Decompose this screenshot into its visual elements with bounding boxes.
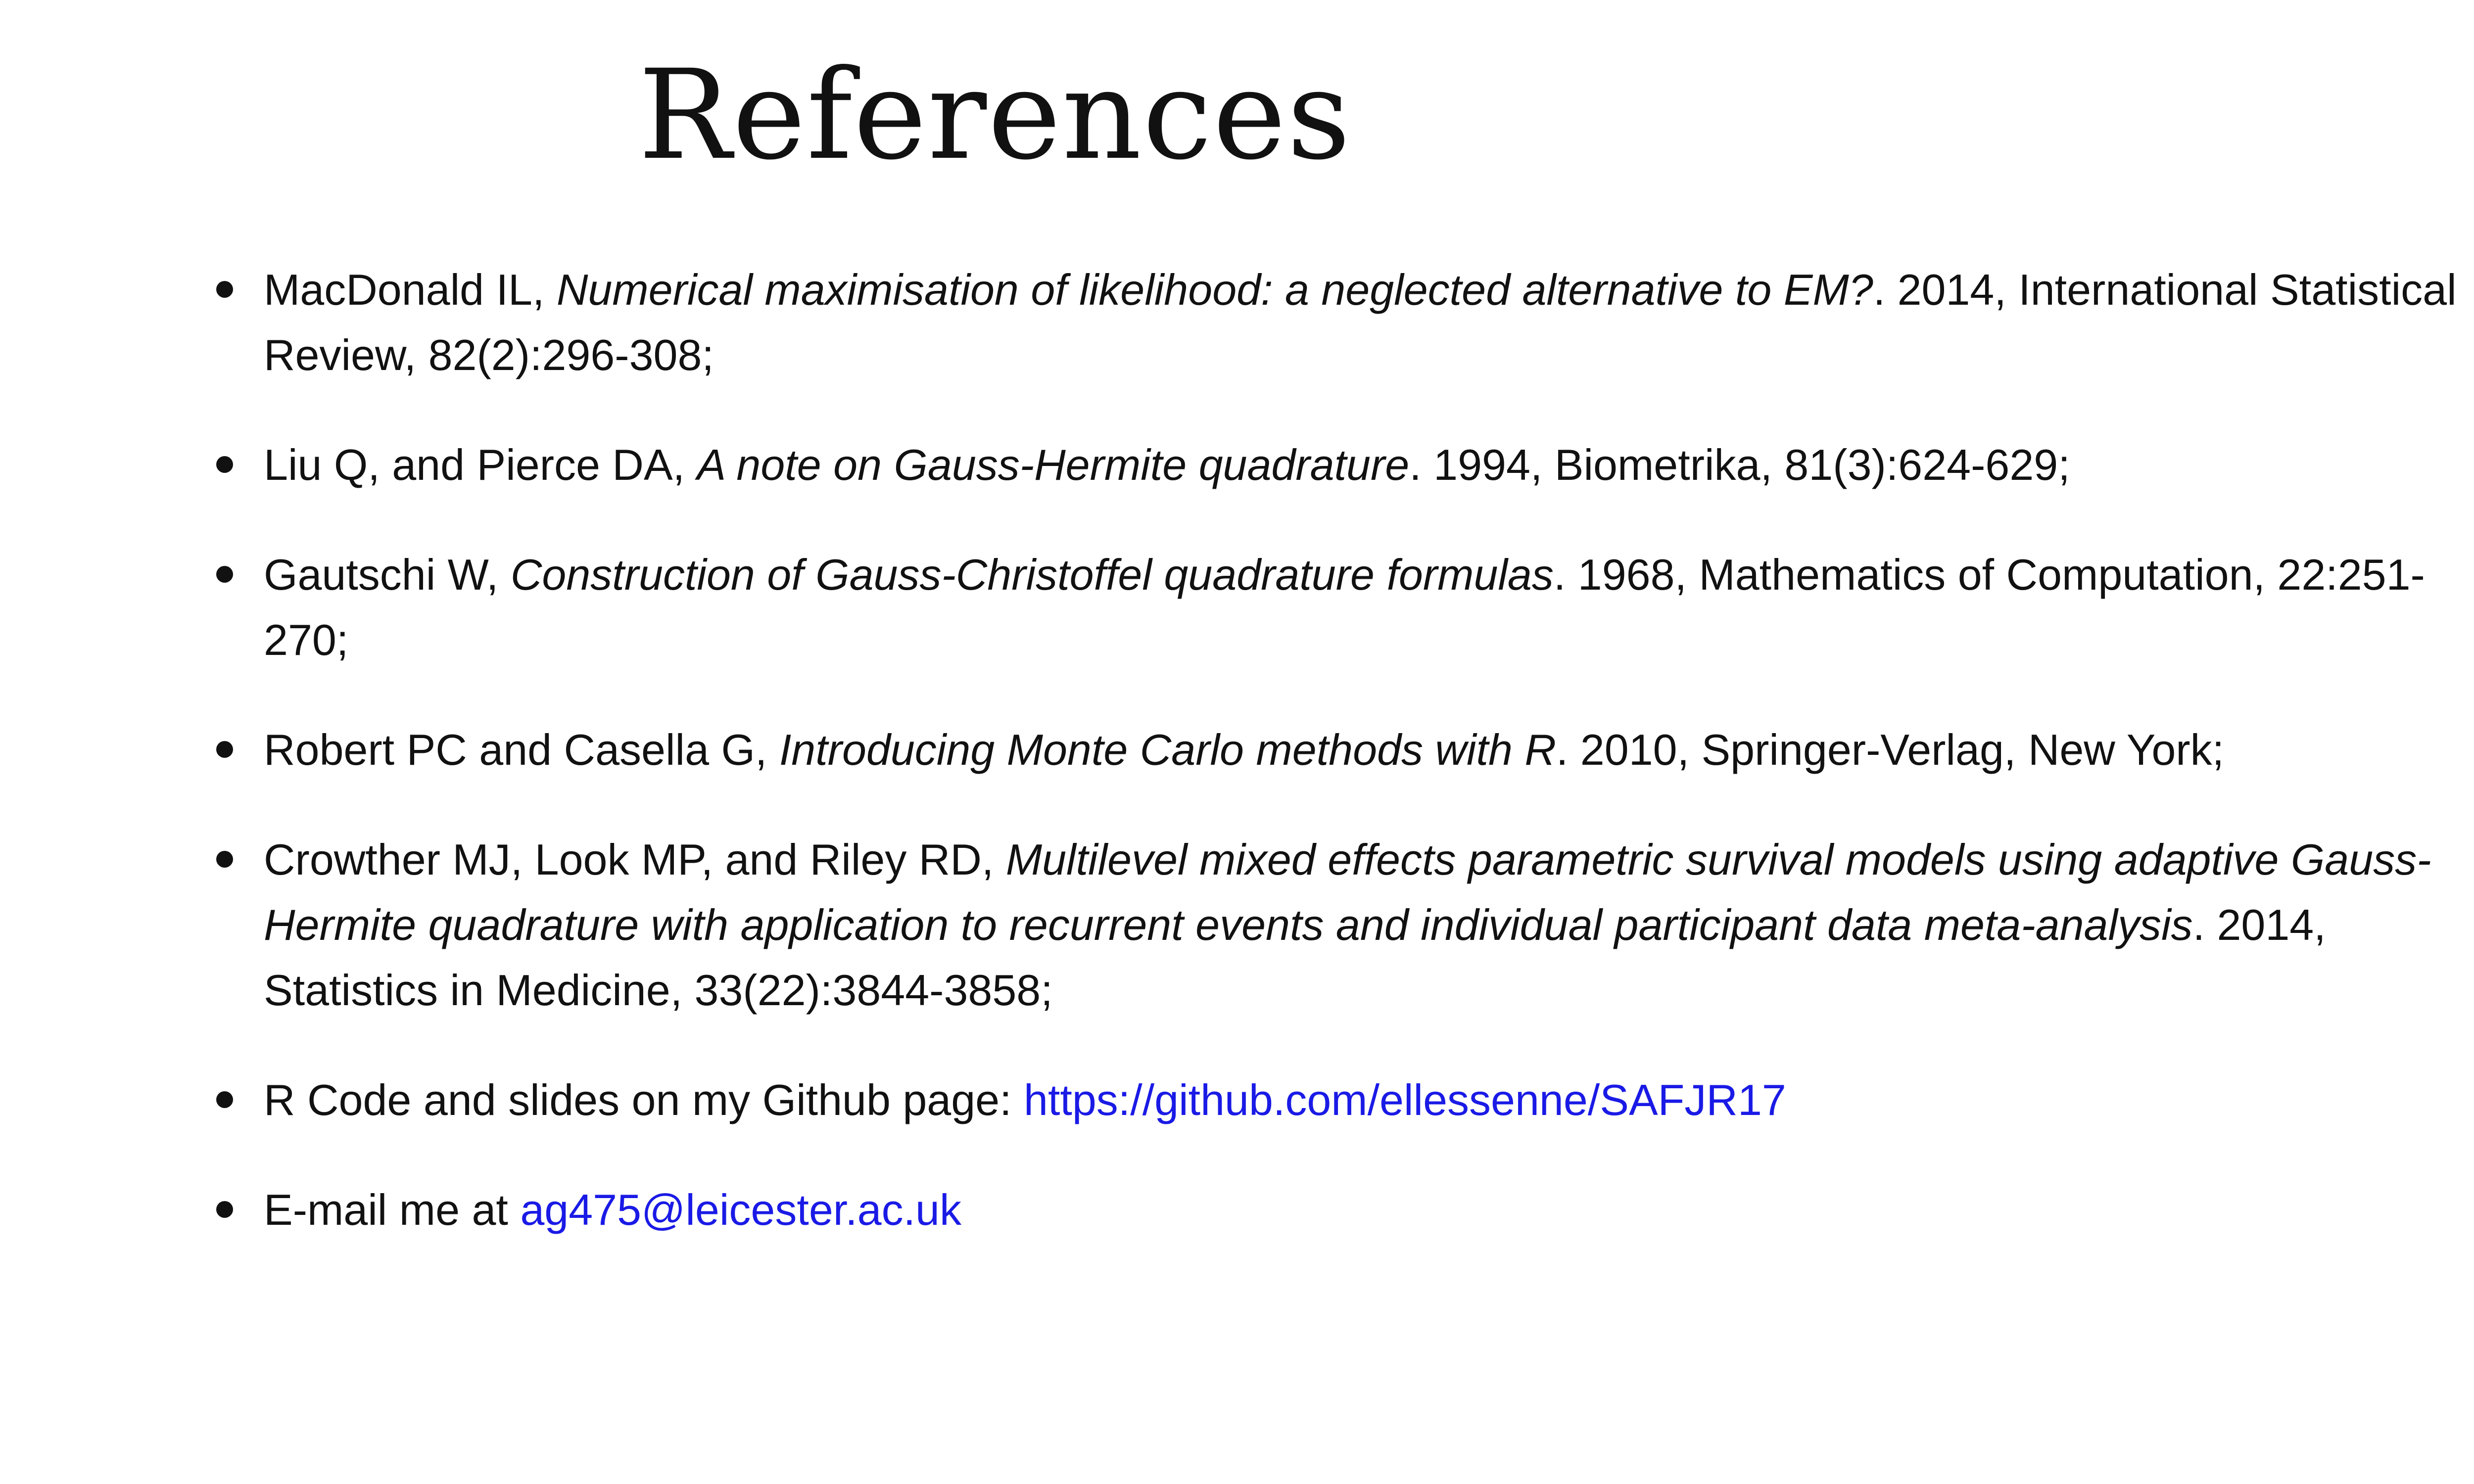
bullet-icon — [216, 566, 233, 583]
reference-title: Introducing Monte Carlo methods with R — [779, 725, 1556, 774]
reference-details: . 2010, Springer-Verlag, New York; — [1556, 725, 2225, 774]
reference-authors: MacDonald IL, — [264, 265, 557, 314]
reference-authors: Robert PC and Casella G, — [264, 725, 779, 774]
reference-item-crowther — [264, 827, 2474, 1023]
reference-details: . 2014, Statistics in Medicine, 33(22):3844-3858; — [264, 900, 2326, 1015]
reference-item-robert — [264, 717, 2474, 783]
email-link[interactable]: ag475@leicester.ac.uk — [520, 1185, 961, 1234]
bullet-icon — [216, 741, 233, 758]
reference-authors: Crowther MJ, Look MP, and Riley RD, — [264, 835, 1006, 884]
reference-item-liu — [264, 432, 2474, 498]
reference-title: Construction of Gauss-Christoffel quadrature formulas — [510, 550, 1554, 599]
code-note-text: R Code and slides on my Github page: — [264, 1075, 1024, 1124]
bullet-icon — [216, 1201, 233, 1218]
reference-title: A note on Gauss-Hermite quadrature — [697, 440, 1410, 489]
reference-details: . 2014, International Statistical Review, 82(2):296-308; — [264, 265, 2457, 379]
email-note-item — [264, 1177, 2474, 1243]
reference-details: . 1994, Biometrika, 81(3):624-629; — [1409, 440, 2070, 489]
bullet-icon — [216, 1091, 233, 1108]
bullet-icon — [216, 851, 233, 868]
reference-authors: Liu Q, and Pierce DA, — [264, 440, 697, 489]
bullet-icon — [216, 456, 233, 473]
email-note-text: E-mail me at — [264, 1185, 521, 1234]
reference-title: Multilevel mixed effects parametric survival models using adaptive Gauss-Hermite quadrature with application to recurrent events and individual participant data meta-analysis — [264, 835, 2431, 949]
reference-details: . 1968, Mathematics of Computation, 22:251-270; — [264, 550, 2425, 664]
reference-item-macdonald — [264, 257, 2474, 388]
reference-list — [264, 257, 2474, 1287]
reference-item-gautschi — [264, 542, 2474, 673]
bullet-icon — [216, 281, 233, 298]
reference-authors: Gautschi W, — [264, 550, 511, 599]
page-title: References — [638, 43, 1352, 187]
github-link[interactable]: https://github.com/ellessenne/SAFJR17 — [1024, 1075, 1786, 1124]
code-note-item — [264, 1067, 2474, 1133]
reference-title: Numerical maximisation of likelihood: a neglected alternative to EM? — [556, 265, 1873, 314]
